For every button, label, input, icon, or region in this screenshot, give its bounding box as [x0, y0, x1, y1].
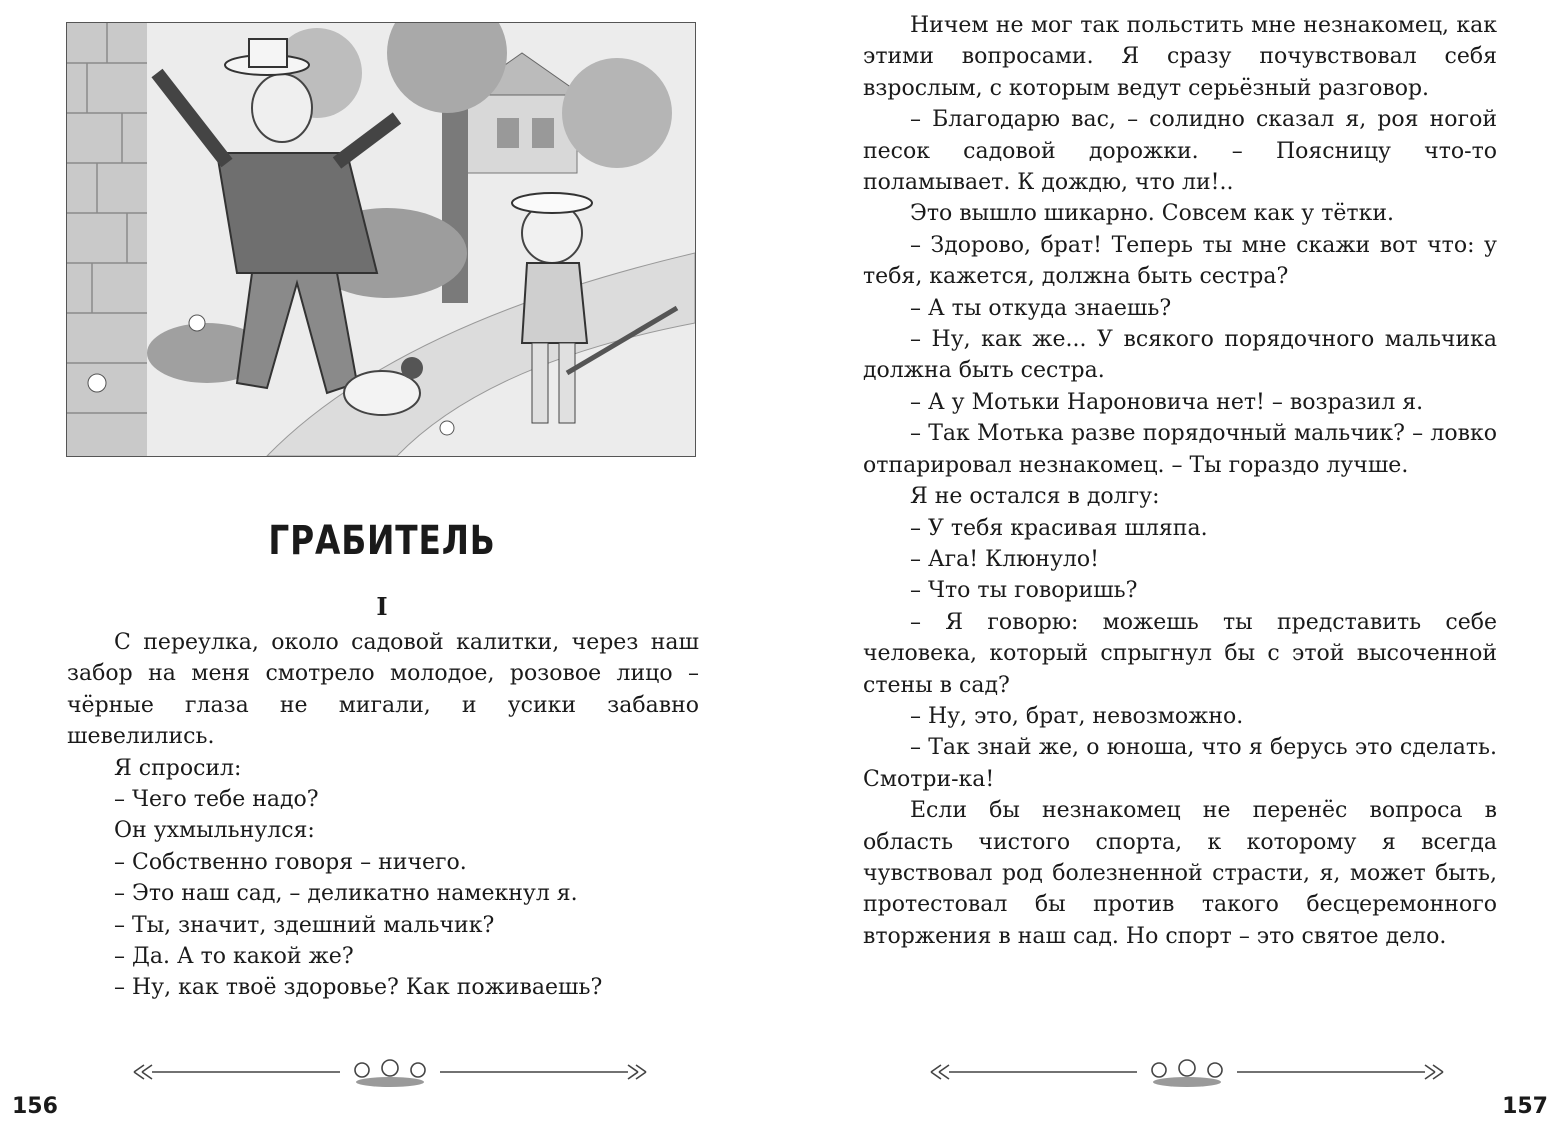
right-page [782, 0, 1564, 1132]
paragraph: – Собственно говоря – ничего. [114, 849, 467, 875]
paragraph: – Ну, это, брат, невозможно. [910, 703, 1244, 729]
paragraph: – Здорово, брат! Теперь ты мне скажи вот что: у тебя, кажется, должна быть сестра? [863, 232, 1497, 290]
right-page-text [863, 10, 1497, 952]
illustration-man-jumping-over-wall [67, 23, 695, 456]
paragraph: Я не остался в долгу: [910, 484, 1160, 510]
paragraph: Это вышло шикарно. Совсем как у тётки. [910, 201, 1394, 227]
paragraph: – Так знай же, о юноша, что я берусь это сделать. Смотри-ка! [863, 735, 1497, 792]
paragraph: – А у Мотьки Нароновича нет! – возразил я. [910, 389, 1424, 415]
paragraph: Если бы незнакомец не перенёс вопроса в область чистого спорта, к которому я всегда чувствовал род болезненной страсти, я, может быть, протестовал бы против такого бесцеремонного вторжения в наш сад. Но спорт – это святое дело. [863, 798, 1497, 949]
floral-divider-icon [130, 1052, 650, 1096]
section-numeral: I [376, 592, 388, 621]
paragraph: – Это наш сад, – деликатно намекнул я. [114, 881, 578, 907]
paragraph: – Ты, значит, здешний мальчик? [114, 912, 495, 938]
paragraph: Я спросил: [114, 755, 242, 781]
paragraph: С переулка, около садовой калитки, через наш забор на меня смотрело молодое, розовое лицо – чёрные глаза не мигали, и усики забавно шевелились. [67, 630, 699, 750]
left-page-text [67, 627, 699, 1004]
page-number: 156 [12, 1094, 58, 1119]
paragraph: – А ты откуда знаешь? [910, 295, 1172, 321]
paragraph: – Так Мотька разве порядочный мальчик? – ловко отпарировал незнакомец. – Ты гораздо лучше. [863, 421, 1497, 478]
paragraph: – Да. А то какой же? [114, 944, 354, 970]
paragraph: – У тебя красивая шляпа. [910, 515, 1208, 541]
paragraph: – Я говорю: можешь ты представить себе человека, который спрыгнул бы с этой высоченной стены в сад? [863, 609, 1497, 698]
illustration [66, 22, 696, 457]
chapter-title: ГРАБИТЕЛЬ [268, 518, 496, 564]
page-number: 157 [1502, 1094, 1548, 1119]
paragraph: – Благодарю вас, – солидно сказал я, роя ногой песок садовой дорожки. – Поясницу что-то поламывает. К дождю, что ли!.. [863, 107, 1497, 196]
floral-divider-icon [927, 1052, 1447, 1096]
paragraph: – Ага! Клюнуло! [910, 546, 1099, 572]
paragraph: – Ну, как же... У всякого порядочного мальчика должна быть сестра. [863, 327, 1497, 384]
paragraph: – Чего тебе надо? [114, 787, 319, 813]
paragraph: – Что ты говоришь? [910, 578, 1138, 604]
paragraph: Ничем не мог так польстить мне незнакомец, как этими вопросами. Я сразу почувствовал себя взрослым, с которым ведут серьёзный разговор. [863, 13, 1497, 101]
paragraph: – Ну, как твоё здоровье? Как поживаешь? [114, 975, 603, 1001]
paragraph: Он ухмыльнулся: [114, 818, 315, 844]
